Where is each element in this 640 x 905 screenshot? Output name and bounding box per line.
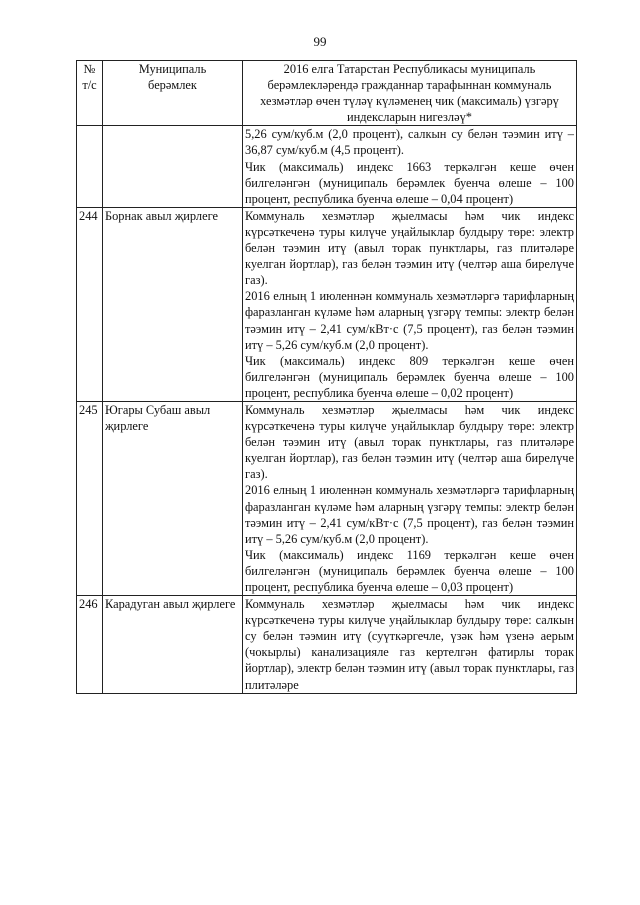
row-municipality: Борнак авыл җирлеге <box>103 207 243 401</box>
page-number: 99 <box>313 34 327 49</box>
row-description <box>243 207 577 401</box>
row-description <box>243 596 577 694</box>
row-number: 246 <box>77 596 103 694</box>
row-description <box>243 126 577 207</box>
row-description <box>243 401 577 595</box>
header-number: № т/с <box>77 61 103 126</box>
row-municipality <box>103 126 243 207</box>
paragraph: Чик (максималь) индекс 1663 теркәлгән кеше өчен билгеләнгән (муниципаль берәмлек буенча өлеше – 100 процент, республика буенча өлеше – 0,04 процент) <box>245 159 574 206</box>
paragraph: Чик (максималь) индекс 1169 теркәлгән кеше өчен билгеләнгән (муниципаль берәмлек буенча өлеше – 100 процент, республика буенча өлеше – 0,03 процент) <box>245 547 574 594</box>
row-number: 244 <box>77 207 103 401</box>
paragraph: 5,26 сум/куб.м (2,0 процент), салкын су белән тәэмин итү – 36,87 сум/куб.м (4,5 процент). <box>245 127 574 158</box>
tariff-table <box>76 60 577 694</box>
header-description: 2016 елга Татарстан Республикасы муниципаль берәмлекләрендә гражданнар тарафыннан коммуналь хезмәтләр өчен түләү күләменең чик (максималь) үзгәрү индексларын нигезләү* <box>243 61 577 126</box>
paragraph: Коммуналь хезмәтләр җыелмасы һәм чик индекс күрсәткеченә туры килүче уңайлыклар булдыру төре: электр белән тәэмин итү (авыл торак пунктлары, газ плитәләре куелган йортлар), газ белән тәэмин итү (челтәр аша бирелүче газ). <box>245 402 574 482</box>
table-row <box>77 126 577 207</box>
paragraph: Коммуналь хезмәтләр җыелмасы һәм чик индекс күрсәткеченә туры килүче уңайлыклар булдыру төре: электр белән тәэмин итү (авыл торак пунктлары, газ плитәләре куелган йортлар), газ белән тәэмин итү (челтәр аша бирелүче газ). <box>245 208 574 288</box>
table-row <box>77 207 577 401</box>
row-number <box>77 126 103 207</box>
paragraph: Коммуналь хезмәтләр җыелмасы һәм чик индекс күрсәткеченә туры килүче уңайлыклар булдыру төре: салкын су белән тәэмин итү (суүткәргечле, үзәк һәм үзенә аерым (чокырлы) канализацияле газ кертелгән фатирлы торак йортлар), электр белән тәэмин итү (авыл торак пунктлары, газ плитәләре <box>245 597 574 692</box>
row-number: 245 <box>77 401 103 595</box>
paragraph: 2016 елның 1 июленнән коммуналь хезмәтләргә тарифларның фаразланган күләме һәм аларның үзгәрү темпы: электр белән тәэмин итү – 2,41 сум/кВт·с (7,5 процент), газ белән тәэмин итү – 5,26 сум/куб.м (2,0 процент). <box>245 483 574 546</box>
header-municipality: Муниципаль берәмлек <box>103 61 243 126</box>
table-header-row <box>77 61 577 126</box>
paragraph: Чик (максималь) индекс 809 теркәлгән кеше өчен билгеләнгән (муниципаль берәмлек буенча өлеше – 100 процент, республика буенча өлеше – 0,02 процент) <box>245 353 574 400</box>
row-municipality: Карадуган авыл җирлеге <box>103 596 243 694</box>
row-municipality: Югары Субаш авыл җирлеге <box>103 401 243 595</box>
table-row <box>77 596 577 694</box>
table-row <box>77 401 577 595</box>
paragraph: 2016 елның 1 июленнән коммуналь хезмәтләргә тарифларның фаразланган күләме һәм аларның үзгәрү темпы: электр белән тәэмин итү – 2,41 сум/кВт·с (7,5 процент), газ белән тәэмин итү – 5,26 сум/куб.м (2,0 процент). <box>245 289 574 352</box>
